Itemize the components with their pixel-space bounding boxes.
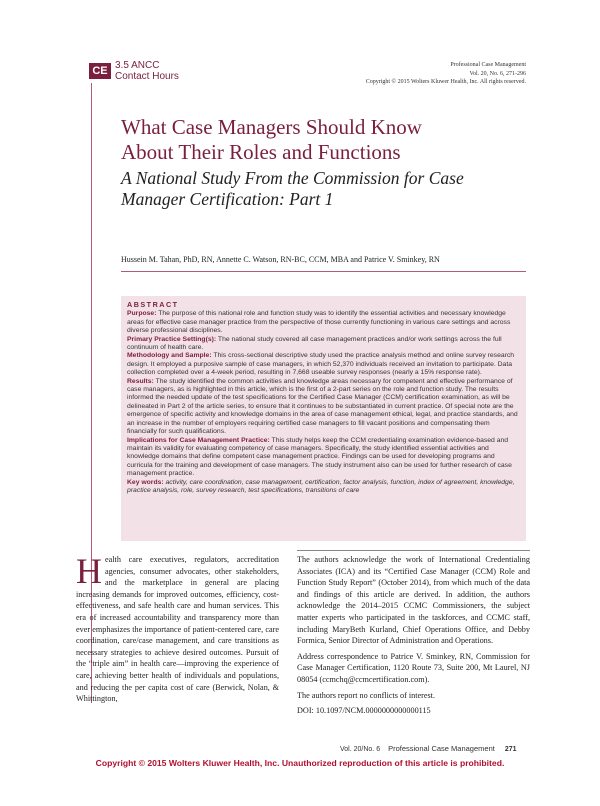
keywords-label: Key words: bbox=[127, 478, 164, 486]
subtitle-line-1: A National Study From the Commission for Case bbox=[121, 168, 464, 188]
abstract-implications bbox=[127, 437, 520, 479]
results-text: The study identified the common activities and knowledge areas necessary for competent and effective performance of case managers, as is highlighted in this article, which is the first of a 2-part series on the role and function study. The results informed the needed update of the test specifications for the Certified Case Manager (CCM) certification examination, as will be delineated in Part 2 of the article series, to ensure that it continues to be substantiated in current practice. Of special note are the emergence of specific activity and knowledge domains in the area of case management ethical, legal, and practice standards, and an increase in the number of employers requiring certified case managers to fill vacant positions and compensating them financially for such qualifications. bbox=[127, 377, 518, 436]
ce-hours-label: Contact Hours bbox=[115, 71, 179, 82]
title-line-1: What Case Managers Should Know bbox=[121, 115, 422, 139]
page-footer bbox=[340, 744, 517, 753]
implications-text: This study helps keep the CCM credentialing examination evidence-based and maintain its validity for evaluating competency of case managers. Specifically, the study identified essential activities and knowledge domains that define competent case management practice. Findings can be used for developing programs and curricula for the training and development of case managers. The study instrument also can be used for further research of case management practice. bbox=[127, 436, 512, 478]
implications-label: Implications for Case Management Practice: bbox=[127, 436, 270, 444]
footer-page-number: 271 bbox=[504, 746, 517, 753]
conflicts-statement: The authors report no conflicts of interest. bbox=[297, 690, 436, 700]
article-subtitle bbox=[121, 168, 541, 210]
journal-name: Professional Case Management bbox=[450, 62, 526, 68]
abstract-methodology bbox=[127, 352, 520, 377]
abstract-heading: ABSTRACT bbox=[127, 300, 179, 309]
acknowledgement: The authors acknowledge the work of International Credentialing Associates (ICA) and its “Certified Case Manager (CCM) Role and Function Study Report” (October 2014), from which much of the data and findings of this article are derived. In addition, the authors acknowledge the 2014–2015 CCMC Commissioners, the subject matter experts who participated in the taskforces, and CCMC staff, including MaryBeth Kurland, Chief Operations Office, and Debby Formica, Senior Director of Administration and Operations. bbox=[297, 555, 530, 646]
keywords-text: activity, care coordination, case management, certification, factor analysis, function, index of agreement, knowledge, practice analysis, role, survey research, test specifications, transitions of care bbox=[127, 478, 515, 494]
author-divider bbox=[121, 271, 526, 272]
journal-info bbox=[366, 61, 526, 87]
body-left-column bbox=[76, 551, 279, 705]
purpose-label: Purpose: bbox=[127, 310, 157, 318]
correspondence: Address correspondence to Patrice V. Sminkey, RN, Commission for Case Manager Certification, 1120 Route 73, Suite 200, Mt Laurel, NJ 08054 (ccmchq@ccmcertification.com). bbox=[297, 651, 530, 684]
article-title bbox=[121, 115, 521, 165]
journal-copyright: Copyright © 2015 Wolters Kluwer Health, Inc. All rights reserved. bbox=[365, 79, 526, 85]
ce-badge: CE bbox=[89, 63, 111, 79]
journal-volume: Vol. 20, No. 6, 271-296 bbox=[469, 70, 526, 77]
ce-credits bbox=[115, 60, 179, 82]
methodology-label: Methodology and Sample: bbox=[127, 352, 212, 360]
abstract-purpose bbox=[127, 310, 520, 335]
settings-text: The national study covered all case management practices and/or work settings across the full continuum of health care. bbox=[127, 335, 502, 352]
author-list: Hussein M. Tahan, PhD, RN, Annette C. Watson, RN-BC, CCM, MBA and Patrice V. Sminkey, RN bbox=[121, 255, 440, 264]
drop-cap: H bbox=[76, 551, 102, 591]
abstract-box bbox=[121, 296, 526, 541]
abstract-keywords bbox=[127, 479, 520, 496]
body-right-column bbox=[297, 554, 530, 721]
methodology-text: This cross-sectional descriptive study used the practice analysis method and online survey research design. It employed a purposive sample of case managers, in which 52,370 individuals received an invitation to participate. Data collection completed over a 4-week period, resulting in 7,668 useable survey responses (nearly a 15% response rate). bbox=[127, 352, 515, 377]
body-intro-text: ealth care executives, regulators, accreditation agencies, consumer advocates, other stakeholders, and the marketplace in general are placing increasing demands for improved outcomes, efficiency, cost-effectiveness, and safe health care and human services. This era of increased accountability and transparency more than ever emphasizes the importance of patient-centered care, care coordination, care/case management, and care transitions as necessary strategies to achieve desired outcomes. Pursuit of the “triple aim” in health care—improving the experience of care, achieving better health of individuals and populations, and reducing the per capita cost of care (Berwick, Nolan, & Whittington, bbox=[76, 555, 279, 704]
footer-volume: Vol. 20/No. 6 bbox=[340, 746, 381, 753]
purpose-text: The purpose of this national role and function study was to identify the essential activities and necessary knowledge areas for effective case manager practice from the perspective of those currently functioning in various care settings and across diverse professional disciplines. bbox=[127, 310, 511, 335]
copyright-notice: Copyright © 2015 Wolters Kluwer Health, Inc. Unauthorized reproduction of this article is prohibited. bbox=[95, 758, 505, 768]
abstract-settings bbox=[127, 336, 520, 353]
settings-label: Primary Practice Setting(s): bbox=[127, 335, 217, 343]
results-label: Results: bbox=[127, 377, 154, 385]
right-column-divider bbox=[297, 550, 530, 551]
title-line-2: About Their Roles and Functions bbox=[121, 140, 401, 164]
footer-publication: Professional Case Management bbox=[388, 744, 495, 753]
doi: DOI: 10.1097/NCM.0000000000000115 bbox=[297, 706, 431, 716]
subtitle-line-2: Manager Certification: Part 1 bbox=[121, 189, 334, 209]
ce-credits-value: 3.5 ANCC bbox=[115, 60, 160, 71]
abstract-results bbox=[127, 378, 520, 437]
